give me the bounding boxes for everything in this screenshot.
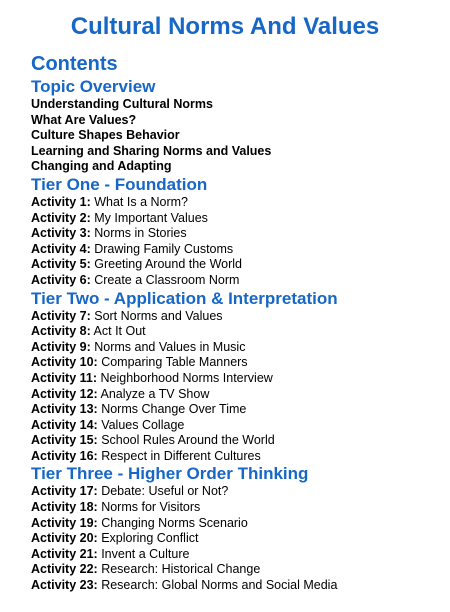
activity-title: Act It Out xyxy=(93,324,146,339)
activity-label: Activity 21: xyxy=(31,546,98,561)
activity-title: Norms in Stories xyxy=(94,226,187,241)
activity-title: School Rules Around the World xyxy=(101,433,275,448)
activity-item[interactable] xyxy=(31,257,441,273)
activity-item[interactable] xyxy=(31,402,441,418)
activity-item[interactable] xyxy=(31,355,441,371)
activity-title: Drawing Family Customs xyxy=(94,241,234,256)
activity-item[interactable] xyxy=(31,562,441,578)
activity-item[interactable] xyxy=(31,340,441,356)
topic-item[interactable]: Understanding Cultural Norms xyxy=(31,97,213,111)
activity-title: Research: Global Norms and Social Media xyxy=(101,578,338,593)
activity-item[interactable] xyxy=(31,387,441,403)
activity-label: Activity 1: xyxy=(31,194,91,209)
activity-item[interactable] xyxy=(31,449,441,465)
activity-title: Neighborhood Norms Interview xyxy=(100,370,273,385)
activity-label: Activity 5: xyxy=(31,257,91,272)
topic-item[interactable]: What Are Values? xyxy=(31,112,137,127)
section-heading-tier-two[interactable]: Tier Two - Application & Interpretation xyxy=(31,288,338,308)
activity-item[interactable] xyxy=(31,433,441,449)
activity-label: Activity 8: xyxy=(31,324,91,339)
activity-label: Activity 4: xyxy=(31,241,91,256)
section-heading-topic-overview[interactable]: Topic Overview xyxy=(31,77,156,96)
topic-item[interactable]: Culture Shapes Behavior xyxy=(31,128,180,143)
activity-label: Activity 14: xyxy=(31,417,98,432)
activity-label: Activity 7: xyxy=(31,308,91,323)
activity-item[interactable] xyxy=(31,242,441,258)
activity-label: Activity 3: xyxy=(31,226,91,241)
activity-title: Create a Classroom Norm xyxy=(94,272,240,287)
activity-title: Comparing Table Manners xyxy=(101,355,248,370)
activity-item[interactable] xyxy=(31,309,441,325)
activity-title: Invent a Culture xyxy=(101,546,190,561)
activity-label: Activity 15: xyxy=(31,433,98,448)
activity-title: Changing Norms Scenario xyxy=(101,515,248,530)
activity-label: Activity 19: xyxy=(31,515,98,530)
activity-label: Activity 10: xyxy=(31,355,98,370)
activity-title: Greeting Around the World xyxy=(94,257,243,272)
activity-item[interactable] xyxy=(31,418,441,434)
activity-item[interactable] xyxy=(31,516,441,532)
activity-title: Debate: Useful or Not? xyxy=(101,484,229,499)
activity-label: Activity 2: xyxy=(31,210,91,225)
activity-label: Activity 6: xyxy=(31,272,91,287)
activity-label: Activity 18: xyxy=(31,500,98,515)
activity-item[interactable] xyxy=(31,484,441,500)
section-heading-tier-one[interactable]: Tier One - Foundation xyxy=(31,174,208,194)
activity-title: Sort Norms and Values xyxy=(94,308,223,323)
activity-title: Respect in Different Cultures xyxy=(101,448,261,463)
activity-label: Activity 22: xyxy=(31,562,98,577)
activity-item[interactable] xyxy=(31,531,441,547)
activity-label: Activity 20: xyxy=(31,531,98,546)
activity-item[interactable] xyxy=(31,273,441,289)
activity-title: Norms and Values in Music xyxy=(94,339,246,354)
activity-item[interactable] xyxy=(31,211,441,227)
table-of-contents xyxy=(31,77,441,594)
topic-item[interactable]: Changing and Adapting xyxy=(31,159,172,174)
activity-label: Activity 17: xyxy=(31,484,98,499)
activity-label: Activity 16: xyxy=(31,448,98,463)
activity-label: Activity 13: xyxy=(31,402,98,417)
activity-item[interactable] xyxy=(31,547,441,563)
activity-label: Activity 9: xyxy=(31,339,91,354)
activity-item[interactable] xyxy=(31,371,441,387)
activity-label: Activity 11: xyxy=(31,370,98,385)
activity-title: Norms Change Over Time xyxy=(101,402,247,417)
contents-heading: Contents xyxy=(31,53,118,75)
section-heading-tier-three[interactable]: Tier Three - Higher Order Thinking xyxy=(31,464,309,484)
activity-item[interactable] xyxy=(31,195,441,211)
activity-item[interactable] xyxy=(31,578,441,594)
activity-item[interactable] xyxy=(31,226,441,242)
activity-title: Analyze a TV Show xyxy=(100,386,210,401)
activity-title: My Important Values xyxy=(94,210,208,225)
activity-title: Values Collage xyxy=(101,417,185,432)
activity-title: Research: Historical Change xyxy=(101,562,261,577)
activity-title: Exploring Conflict xyxy=(101,531,199,546)
activity-title: What Is a Norm? xyxy=(94,194,189,209)
activity-title: Norms for Visitors xyxy=(101,500,201,515)
page-title: Cultural Norms And Values xyxy=(70,13,380,40)
topic-item[interactable]: Learning and Sharing Norms and Values xyxy=(31,143,272,158)
activity-label: Activity 23: xyxy=(31,578,98,593)
activity-label: Activity 12: xyxy=(31,386,98,401)
activity-item[interactable] xyxy=(31,500,441,516)
activity-item[interactable] xyxy=(31,324,441,340)
